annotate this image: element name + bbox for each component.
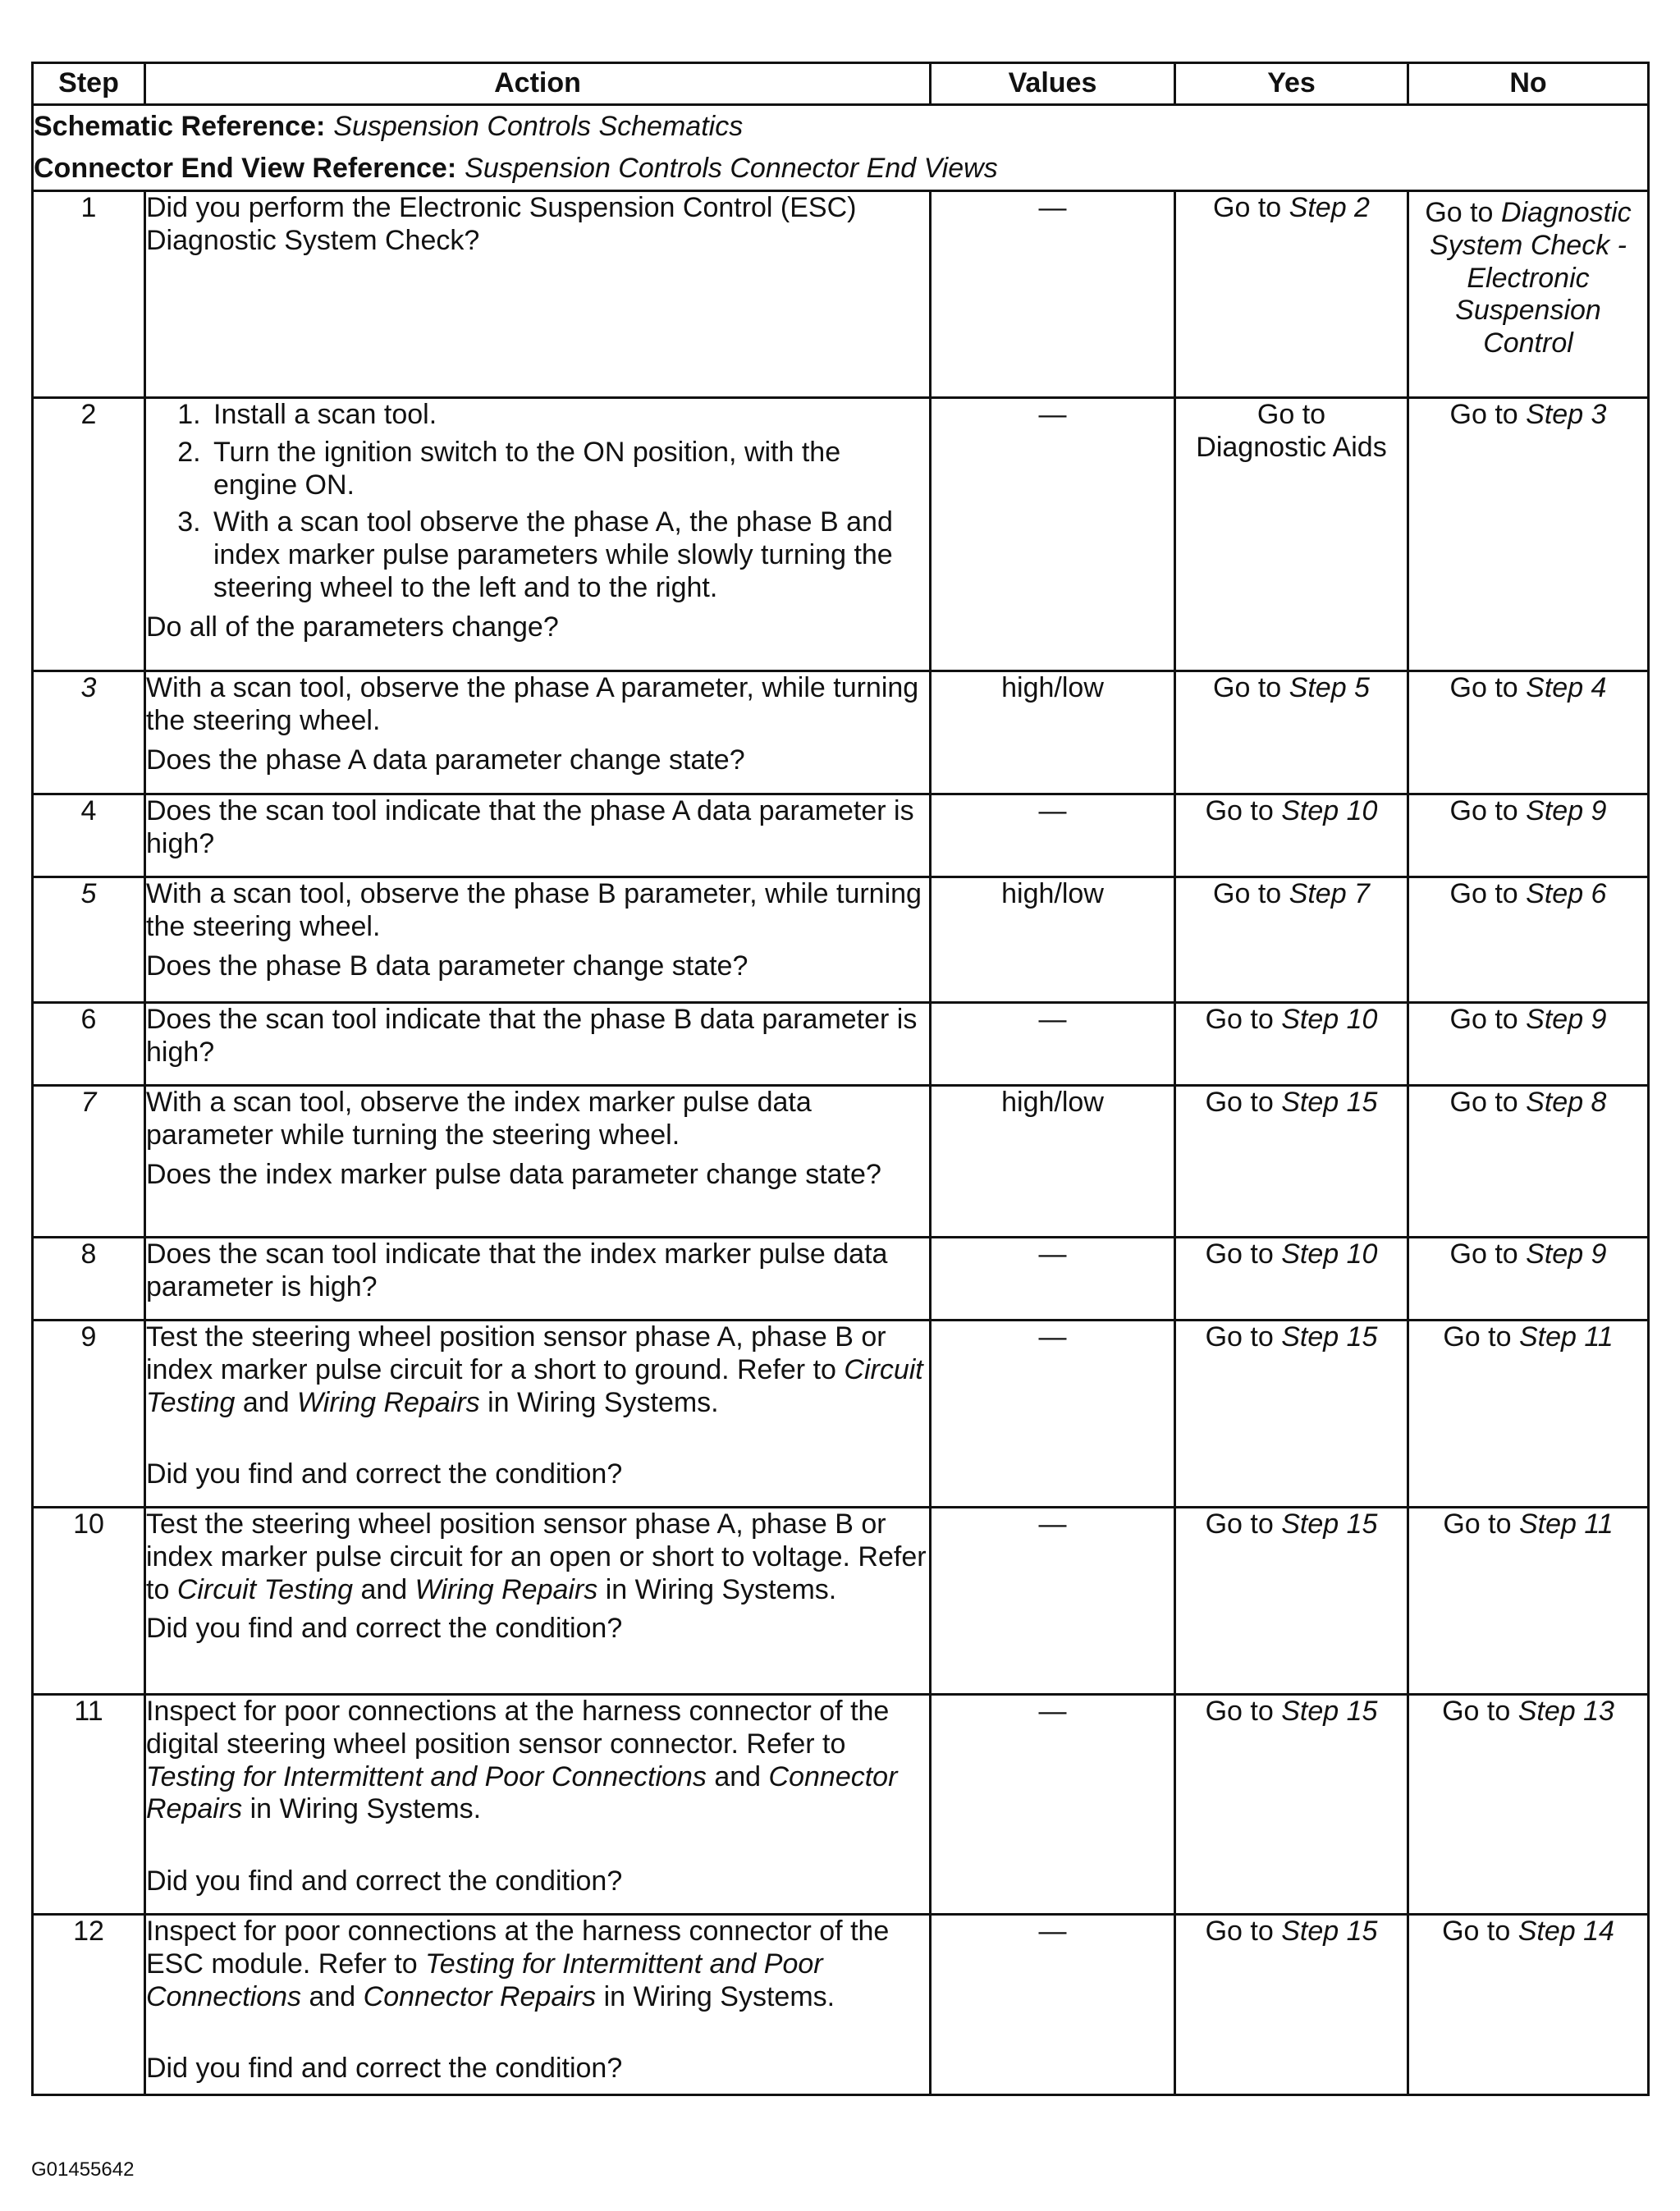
yes-link[interactable]: Step 10 [1281, 1004, 1378, 1035]
no-prefix: Go to [1443, 1508, 1512, 1540]
action-and: and [360, 1573, 408, 1605]
yes-link[interactable]: Step 15 [1281, 1321, 1378, 1353]
action-and: and [309, 1980, 356, 2012]
action-ref-link[interactable]: Testing for Intermittent and Poor Connections [146, 1760, 707, 1792]
action-question: Does the phase B data parameter change state? [146, 950, 748, 982]
action-cell [145, 398, 931, 671]
header-action: Action [145, 63, 931, 105]
step-number: 11 [33, 1695, 145, 1915]
value-cell: — [931, 191, 1175, 398]
no-link[interactable]: Step 4 [1526, 672, 1607, 703]
action-text: With a scan tool, observe the phase A parameter, while turning the steering wheel. [146, 672, 919, 736]
no-prefix: Go to [1442, 1916, 1511, 1947]
no-link[interactable]: Step 9 [1526, 1004, 1607, 1035]
yes-link[interactable]: Step 15 [1281, 1696, 1378, 1727]
action-cell [145, 191, 931, 398]
no-prefix: Go to [1449, 1238, 1518, 1270]
connector-reference-link[interactable]: Suspension Controls Connector End Views [465, 152, 998, 184]
yes-link[interactable]: Step 10 [1281, 1238, 1378, 1270]
yes-prefix: Go to [1205, 1696, 1274, 1727]
action-ref-link[interactable]: Connector Repairs [146, 1760, 898, 1825]
action-text: Did you perform the Electronic Suspension Control (ESC) Diagnostic System Check? [146, 192, 857, 256]
table-row [33, 877, 1649, 1003]
action-cell [145, 671, 931, 794]
action-cell [145, 1238, 931, 1321]
value-cell: high/low [931, 671, 1175, 794]
value-cell: — [931, 398, 1175, 671]
yes-cell [1175, 1003, 1408, 1086]
no-cell [1408, 1086, 1649, 1238]
yes-link[interactable]: Step 10 [1281, 795, 1378, 826]
no-prefix: Go to [1443, 1321, 1512, 1353]
no-link[interactable]: Step 14 [1517, 1916, 1614, 1947]
value-cell: — [931, 1508, 1175, 1695]
value-cell: high/low [931, 1086, 1175, 1238]
step-number: 5 [33, 877, 145, 1003]
no-prefix: Go to [1449, 795, 1518, 826]
yes-prefix: Go to [1205, 1916, 1274, 1947]
yes-cell [1175, 398, 1408, 671]
action-text [146, 1321, 929, 1419]
yes-cell [1175, 794, 1408, 877]
no-prefix: Go to [1425, 197, 1494, 228]
yes-prefix: Go to [1257, 399, 1326, 430]
step-number: 9 [33, 1321, 145, 1508]
action-text-post: in Wiring Systems. [605, 1573, 837, 1605]
value-cell: — [931, 1238, 1175, 1321]
yes-prefix: Go to [1205, 795, 1274, 826]
action-list [146, 399, 929, 605]
action-text [146, 1508, 929, 1606]
action-question: Does the phase A data parameter change state? [146, 744, 745, 776]
table-row [33, 1915, 1649, 2095]
yes-cell [1175, 1086, 1408, 1238]
step-number: 2 [33, 398, 145, 671]
table-row [33, 1321, 1649, 1508]
table-row [33, 398, 1649, 671]
action-cell [145, 1508, 931, 1695]
table-row [33, 671, 1649, 794]
action-text-post: in Wiring Systems. [488, 1386, 719, 1418]
header-values: Values [931, 63, 1175, 105]
action-text-post: in Wiring Systems. [249, 1793, 482, 1825]
yes-cell [1175, 877, 1408, 1003]
yes-prefix: Go to [1213, 878, 1282, 909]
value-cell: — [931, 1003, 1175, 1086]
action-text: Does the scan tool indicate that the index marker pulse data parameter is high? [146, 1238, 888, 1302]
action-text-pre: Test the steering wheel position sensor phase A, phase B or index marker pulse circuit for a short to ground. Refer to [146, 1321, 886, 1385]
no-cell [1408, 1238, 1649, 1321]
yes-prefix: Go to [1205, 1321, 1274, 1353]
action-question: Did you find and correct the condition? [146, 1613, 623, 1645]
no-prefix: Go to [1449, 672, 1518, 703]
header-yes: Yes [1175, 63, 1408, 105]
table-row [33, 1238, 1649, 1321]
value-cell: — [931, 1321, 1175, 1508]
no-cell [1408, 671, 1649, 794]
action-cell [145, 1086, 931, 1238]
yes-link[interactable]: Step 15 [1281, 1508, 1378, 1540]
header-step: Step [33, 63, 145, 105]
action-question: Does the index marker pulse data parameter change state? [146, 1158, 881, 1190]
action-ref-link[interactable]: Circuit Testing [146, 1353, 923, 1418]
action-text-pre: Inspect for poor connections at the harness connector of the ESC module. Refer to [146, 1916, 890, 1980]
yes-cell [1175, 1915, 1408, 2095]
figure-id: G01455642 [31, 2158, 135, 2181]
step-number: 1 [33, 191, 145, 398]
no-prefix: Go to [1449, 1087, 1518, 1118]
yes-link[interactable]: Step 2 [1289, 192, 1370, 223]
yes-cell [1175, 1321, 1408, 1508]
yes-prefix: Go to [1205, 1004, 1274, 1035]
table-row [33, 1508, 1649, 1695]
reference-cell [33, 105, 1649, 191]
no-cell [1408, 1915, 1649, 2095]
no-link[interactable]: Step 9 [1526, 1238, 1607, 1270]
action-cell [145, 794, 931, 877]
action-text [146, 1696, 929, 1826]
step-number: 8 [33, 1238, 145, 1321]
yes-link[interactable]: Step 5 [1289, 672, 1370, 703]
yes-cell [1175, 1238, 1408, 1321]
no-cell [1408, 398, 1649, 671]
no-link[interactable]: Step 11 [1518, 1508, 1614, 1540]
table-row [33, 794, 1649, 877]
no-cell [1408, 1508, 1649, 1695]
step-number: 12 [33, 1915, 145, 2095]
no-prefix: Go to [1449, 878, 1518, 909]
yes-prefix: Go to [1213, 192, 1282, 223]
yes-prefix: Go to [1205, 1087, 1274, 1118]
action-cell [145, 1321, 931, 1508]
reference-row [33, 105, 1649, 191]
no-prefix: Go to [1449, 399, 1518, 430]
action-question: Did you find and correct the condition? [146, 1865, 623, 1897]
diagnostic-table [31, 62, 1650, 2096]
step-number: 6 [33, 1003, 145, 1086]
no-cell [1408, 1695, 1649, 1915]
header-no: No [1408, 63, 1649, 105]
action-and: and [242, 1386, 290, 1418]
yes-link[interactable]: Step 7 [1289, 878, 1370, 909]
header-row [33, 63, 1649, 105]
yes-link[interactable]: Diagnostic Aids [1196, 431, 1387, 463]
yes-link[interactable]: Step 15 [1281, 1087, 1378, 1118]
value-cell: high/low [931, 877, 1175, 1003]
action-cell [145, 1695, 931, 1915]
no-link[interactable]: Step 9 [1526, 795, 1607, 826]
table-row [33, 191, 1649, 398]
no-cell [1408, 1003, 1649, 1086]
action-text-pre: Test the steering wheel position sensor phase A, phase B or index marker pulse circuit for an open or short to voltage. Refer to [146, 1508, 927, 1605]
no-link[interactable]: Step 8 [1526, 1087, 1607, 1118]
no-prefix: Go to [1442, 1696, 1511, 1727]
no-link[interactable]: Step 13 [1517, 1696, 1614, 1727]
step-number: 10 [33, 1508, 145, 1695]
step-number: 4 [33, 794, 145, 877]
action-and: and [714, 1760, 762, 1792]
no-link[interactable]: Step 3 [1526, 399, 1607, 430]
no-cell [1408, 794, 1649, 877]
no-link[interactable]: Step 6 [1526, 878, 1607, 909]
action-question: Do all of the parameters change? [146, 611, 559, 643]
action-question: Did you find and correct the condition? [146, 2053, 623, 2085]
no-link[interactable]: Diagnostic System Check - Electronic Suspension Control [1430, 197, 1632, 359]
yes-prefix: Go to [1213, 672, 1282, 703]
step-number: 3 [33, 671, 145, 794]
action-list-item: 1. Install a scan tool. [208, 399, 929, 432]
schematic-reference-label: Schematic Reference: [34, 110, 326, 142]
action-text: With a scan tool, observe the phase B parameter, while turning the steering wheel. [146, 878, 922, 942]
action-ref-link[interactable]: Wiring Repairs [414, 1573, 598, 1605]
step-number: 7 [33, 1086, 145, 1238]
no-link[interactable]: Step 11 [1518, 1321, 1614, 1353]
no-cell [1408, 1321, 1649, 1508]
action-text-pre: Inspect for poor connections at the harness connector of the digital steering wheel position sensor connector. Refer to [146, 1696, 890, 1760]
action-ref-link[interactable]: Connector Repairs [363, 1980, 597, 2012]
action-list-item: 2. Turn the ignition switch to the ON position, with the engine ON. [208, 437, 929, 502]
no-prefix: Go to [1449, 1004, 1518, 1035]
schematic-reference [34, 106, 1647, 148]
value-cell: — [931, 794, 1175, 877]
yes-cell [1175, 191, 1408, 398]
action-cell [145, 877, 931, 1003]
yes-link[interactable]: Step 15 [1281, 1916, 1378, 1947]
connector-reference [34, 148, 1647, 190]
action-cell [145, 1915, 931, 2095]
action-ref-link[interactable]: Testing for Intermittent and Poor Connections [146, 1948, 823, 2012]
value-cell: — [931, 1695, 1175, 1915]
action-text [146, 1916, 929, 2013]
yes-prefix: Go to [1205, 1508, 1274, 1540]
yes-cell [1175, 1508, 1408, 1695]
table-row [33, 1003, 1649, 1086]
value-cell: — [931, 1915, 1175, 2095]
action-text-post: in Wiring Systems. [603, 1980, 835, 2012]
action-text: With a scan tool, observe the index marker pulse data parameter while turning the steering wheel. [146, 1087, 812, 1151]
action-cell [145, 1003, 931, 1086]
action-text: Does the scan tool indicate that the phase B data parameter is high? [146, 1004, 918, 1068]
no-cell [1408, 877, 1649, 1003]
action-list-item: 3. With a scan tool observe the phase A, the phase B and index marker pulse parameters while slowly turning the steering wheel to the left and to the right. [208, 506, 929, 604]
yes-prefix: Go to [1205, 1238, 1274, 1270]
connector-reference-label: Connector End View Reference: [34, 152, 457, 184]
action-text: Does the scan tool indicate that the phase A data parameter is high? [146, 795, 914, 859]
yes-cell [1175, 671, 1408, 794]
action-ref-link[interactable]: Wiring Repairs [297, 1386, 480, 1418]
table-row [33, 1086, 1649, 1238]
table-row [33, 1695, 1649, 1915]
action-question: Did you find and correct the condition? [146, 1458, 623, 1490]
no-cell [1408, 191, 1649, 398]
yes-cell [1175, 1695, 1408, 1915]
action-ref-link[interactable]: Circuit Testing [176, 1573, 353, 1605]
schematic-reference-link[interactable]: Suspension Controls Schematics [333, 110, 744, 142]
